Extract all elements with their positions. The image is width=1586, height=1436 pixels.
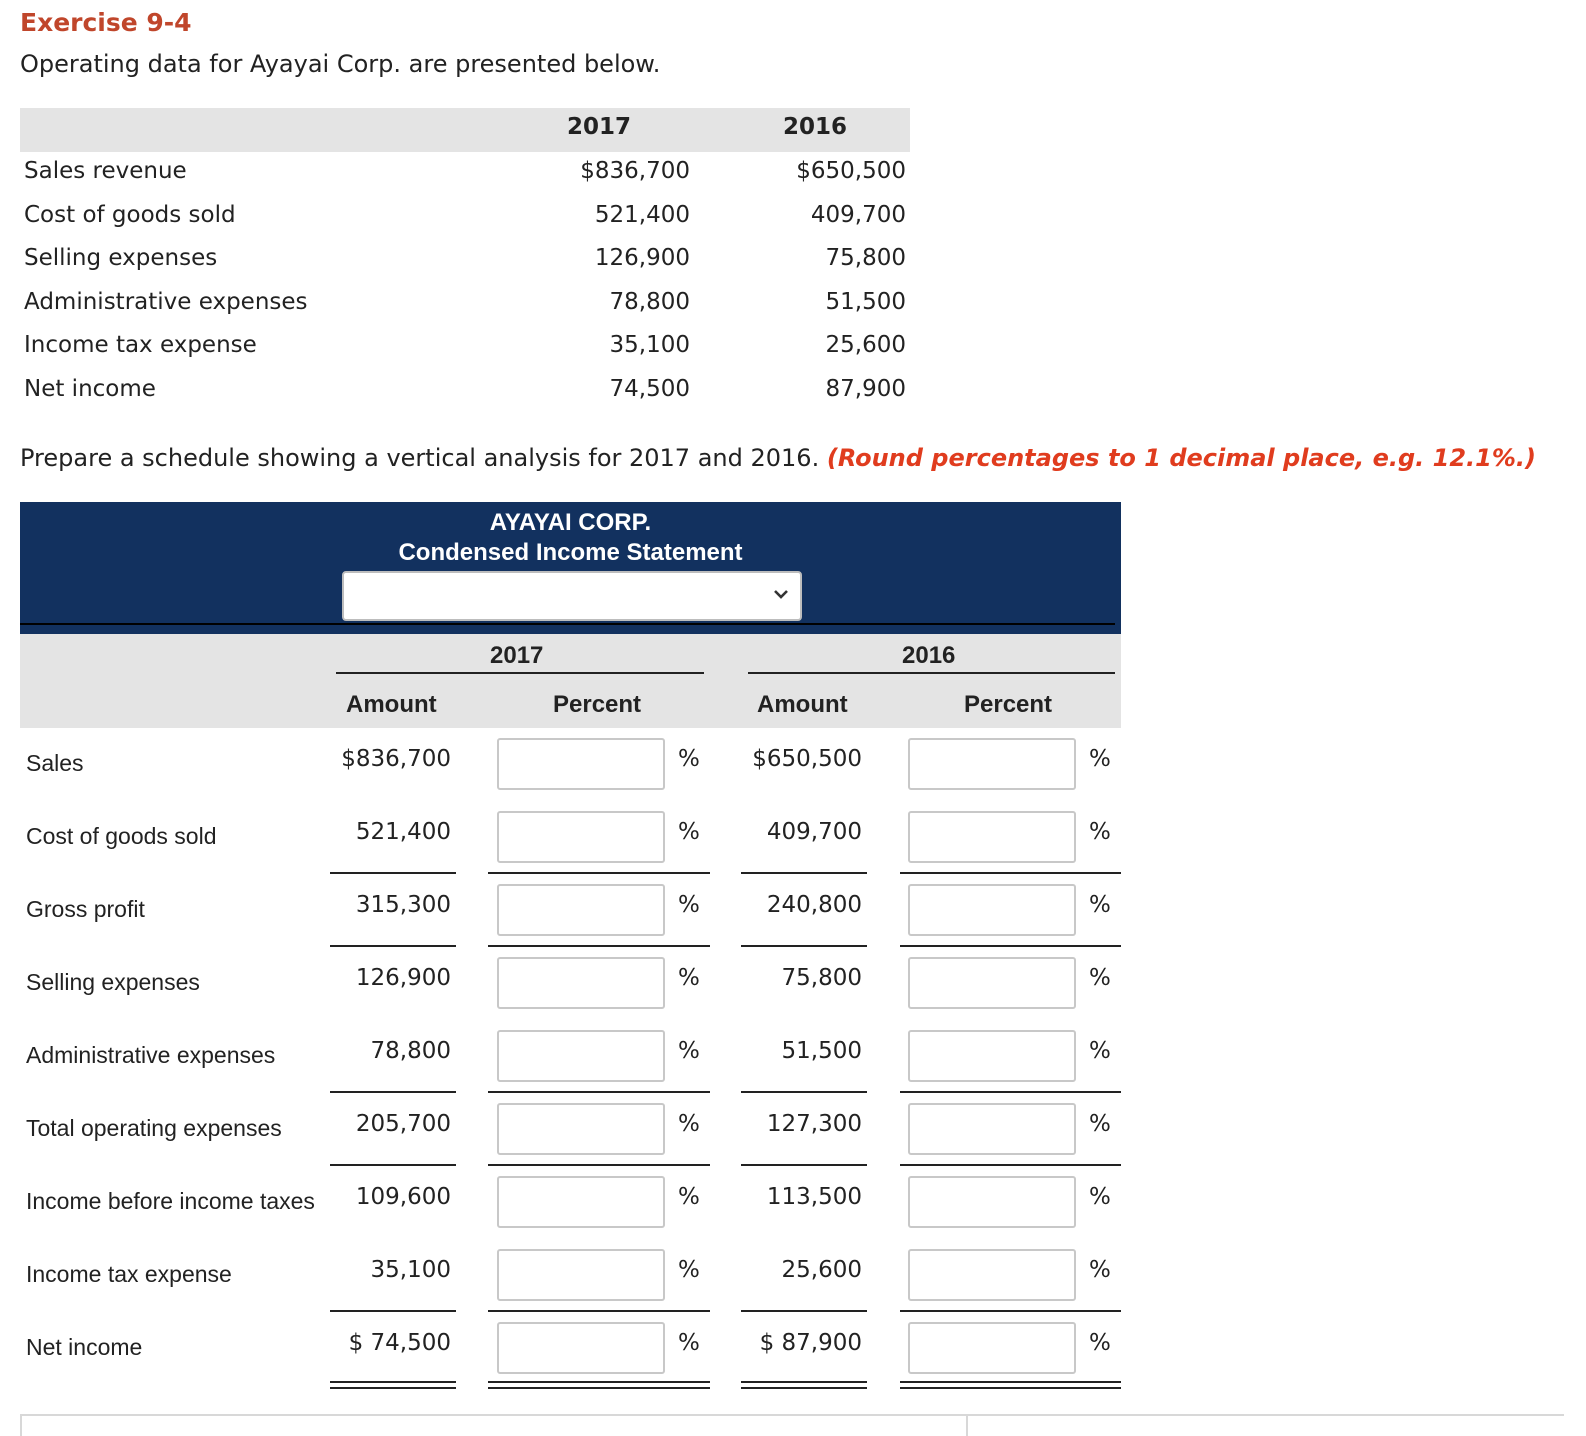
percent-2017-input[interactable] [497,1176,665,1228]
statement-title: Condensed Income Statement [398,539,743,566]
line-item-label: Net income [26,1334,143,1360]
percent-2017-input[interactable] [497,1030,665,1082]
value-2017: 74,500 [609,375,690,402]
worksheet-header [20,502,1121,634]
instruction-text [20,444,1536,472]
double-underline [330,1381,456,1389]
year-2017-header: 2017 [567,114,632,140]
next-section-edge-right [964,1414,1564,1436]
percent-2016-input[interactable] [908,884,1076,936]
company-name: AYAYAI CORP. [489,509,652,536]
period-select[interactable] [342,571,802,621]
worksheet-row [20,1239,1121,1312]
percent-sign: % [1089,965,1111,991]
value-2017: 78,800 [609,288,690,315]
percent-sign: % [1089,1038,1111,1064]
percent-2017-input[interactable] [497,1103,665,1155]
amount-2017: 78,800 [370,1038,451,1064]
amount-2016: 113,500 [766,1184,862,1210]
percent-sign: % [1089,819,1111,845]
row-label: Cost of goods sold [24,201,236,228]
col-percent-2017: Percent [553,691,642,718]
amount-2016: 409,700 [766,819,862,845]
amount-2016: 25,600 [781,1257,862,1283]
col-amount-2017: Amount [346,691,437,718]
year-2017-rule [336,672,704,674]
percent-sign: % [678,965,700,991]
amount-2016: $650,500 [752,746,862,772]
col-year-2016: 2016 [902,642,956,669]
line-item-label: Sales [26,750,84,776]
value-2016: 75,800 [825,245,906,272]
operating-data-row [20,326,910,370]
year-2016-rule [748,672,1115,674]
line-item-label: Administrative expenses [26,1042,276,1068]
percent-sign: % [1089,1184,1111,1210]
percent-2016-input[interactable] [908,1030,1076,1082]
percent-2017-input[interactable] [497,957,665,1009]
instruction-main: Prepare a schedule showing a vertical analysis for 2017 and 2016. [20,444,820,472]
percent-2017-input[interactable] [497,811,665,863]
worksheet-row [20,1312,1121,1385]
percent-sign: % [678,892,700,918]
percent-sign: % [678,1257,700,1283]
row-label: Net income [24,375,156,402]
chevron-down-icon [772,585,790,603]
percent-2016-input[interactable] [908,1322,1076,1374]
line-item-label: Selling expenses [26,969,200,995]
value-2016: $650,500 [796,158,906,184]
line-item-label: Gross profit [26,896,145,922]
line-item-label: Total operating expenses [26,1115,282,1141]
percent-sign: % [678,1111,700,1137]
operating-data-row [20,370,910,414]
amount-2017: $ 74,500 [348,1330,451,1356]
intro-text: Operating data for Ayayai Corp. are presented below. [20,50,661,78]
col-amount-2016: Amount [757,691,848,718]
amount-2017: 315,300 [355,892,451,918]
percent-2017-input[interactable] [497,884,665,936]
exercise-title: Exercise 9-4 [20,8,192,37]
worksheet-row [20,801,1121,874]
line-item-label: Cost of goods sold [26,823,217,849]
percent-sign: % [1089,1330,1111,1356]
value-2016: 51,500 [825,288,906,315]
value-2017: 126,900 [594,245,690,272]
percent-2016-input[interactable] [908,1176,1076,1228]
percent-sign: % [1089,1111,1111,1137]
amount-2016: 75,800 [781,965,862,991]
percent-2017-input[interactable] [497,738,665,790]
value-2016: 409,700 [810,201,906,228]
amount-2016: 51,500 [781,1038,862,1064]
worksheet-rows [20,728,1121,1385]
percent-sign: % [678,819,700,845]
value-2017: 521,400 [594,201,690,228]
percent-sign: % [1089,1257,1111,1283]
amount-2016: $ 87,900 [759,1330,862,1356]
worksheet-row [20,874,1121,947]
operating-data-table [20,108,910,414]
worksheet-row [20,1093,1121,1166]
rounding-hint: (Round percentages to 1 decimal place, e.g. 12.1%.) [826,444,1536,472]
next-section-edge [20,1414,968,1436]
double-underline [741,1381,867,1389]
row-label: Administrative expenses [24,288,308,315]
percent-2016-input[interactable] [908,811,1076,863]
value-2017: 35,100 [609,332,690,359]
percent-sign: % [678,1038,700,1064]
amount-2017: 521,400 [355,819,451,845]
percent-2016-input[interactable] [908,1249,1076,1301]
row-label: Sales revenue [24,158,187,184]
operating-data-row [20,152,910,196]
value-2016: 87,900 [825,375,906,402]
row-label: Income tax expense [24,332,257,359]
amount-2017: 109,600 [355,1184,451,1210]
value-2016: 25,600 [825,332,906,359]
worksheet-row [20,1020,1121,1093]
amount-2016: 127,300 [766,1111,862,1137]
percent-sign: % [678,1330,700,1356]
amount-2017: 35,100 [370,1257,451,1283]
operating-data-row [20,283,910,327]
worksheet-row [20,947,1121,1020]
percent-sign: % [678,1184,700,1210]
amount-2016: 240,800 [766,892,862,918]
operating-data-header [20,108,910,152]
value-2017: $836,700 [580,158,690,184]
percent-2017-input[interactable] [497,1322,665,1374]
header-rule [20,623,1115,625]
operating-data-row [20,196,910,240]
column-headers [20,634,1121,728]
col-percent-2016: Percent [964,691,1053,718]
percent-sign: % [678,746,700,772]
col-year-2017: 2017 [490,642,544,669]
worksheet [20,502,1121,1385]
double-underline [488,1381,710,1389]
percent-2016-input[interactable] [908,957,1076,1009]
row-label: Selling expenses [24,245,218,272]
percent-2017-input[interactable] [497,1249,665,1301]
worksheet-row [20,728,1121,801]
line-item-label: Income before income taxes [26,1188,315,1214]
amount-2017: 126,900 [355,965,451,991]
percent-2016-input[interactable] [908,1103,1076,1155]
double-underline [900,1381,1121,1389]
amount-2017: 205,700 [355,1111,451,1137]
percent-sign: % [1089,746,1111,772]
percent-sign: % [1089,892,1111,918]
line-item-label: Income tax expense [26,1261,232,1287]
amount-2017: $836,700 [341,746,451,772]
year-2016-header: 2016 [783,114,848,140]
operating-data-row [20,239,910,283]
percent-2016-input[interactable] [908,738,1076,790]
worksheet-row [20,1166,1121,1239]
